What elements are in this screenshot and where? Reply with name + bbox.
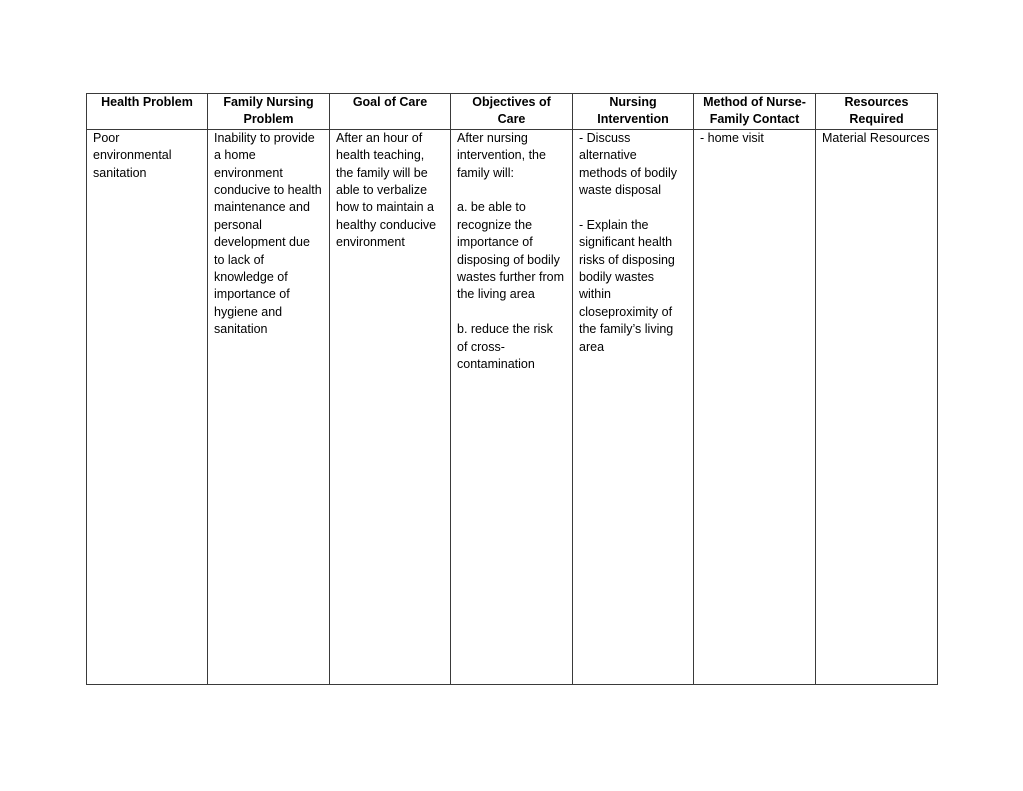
intervention-item-1: - Discuss alternative methods of bodily waste disposal [579, 130, 677, 198]
objective-a: a. be able to recognize the importance of disposing of bodily wastes further from the living area [457, 200, 564, 302]
header-row [87, 94, 938, 130]
intervention-item-2: - Explain the significant health risks of disposing bodily wastes within closeproximity of the family’s living area [579, 217, 675, 354]
goal-of-care-text: After an hour of health teaching, the family will be able to verbalize how to maintain a healthy conducive environment [336, 130, 437, 250]
cell-goal-of-care [330, 129, 451, 684]
resources-required-text: Material Resources [822, 130, 930, 145]
family-nursing-care-plan-table [86, 93, 938, 685]
family-nursing-problem-text: Inability to provide a home environment conducive to health maintenance and personal development due to lack of knowledge of importance of hygiene and sanitation [214, 130, 322, 337]
paragraph-gap [579, 199, 687, 216]
paragraph-gap [457, 182, 566, 199]
header-method-of-contact: Method of Nurse-Family Contact [694, 94, 816, 130]
header-objectives-of-care: Objectives of Care [451, 94, 573, 130]
cell-family-nursing-problem [208, 129, 330, 684]
header-health-problem: Health Problem [87, 94, 208, 130]
header-goal-of-care: Goal of Care [330, 94, 451, 130]
cell-nursing-intervention [573, 129, 694, 684]
cell-resources-required [816, 129, 938, 684]
cell-method-of-contact [694, 129, 816, 684]
cell-health-problem [87, 129, 208, 684]
objective-b: b. reduce the risk of cross-contamination [457, 322, 553, 372]
health-problem-text: Poor environmental sanitation [93, 130, 172, 180]
header-family-nursing-problem: Family Nursing Problem [208, 94, 330, 130]
header-nursing-intervention: Nursing Intervention [573, 94, 694, 130]
cell-objectives-of-care [451, 129, 573, 684]
method-of-contact-text: - home visit [700, 130, 764, 145]
paragraph-gap [457, 304, 566, 321]
table-row [87, 129, 938, 684]
header-resources-required: Resources Required [816, 94, 938, 130]
objectives-intro: After nursing intervention, the family will: [457, 130, 546, 180]
